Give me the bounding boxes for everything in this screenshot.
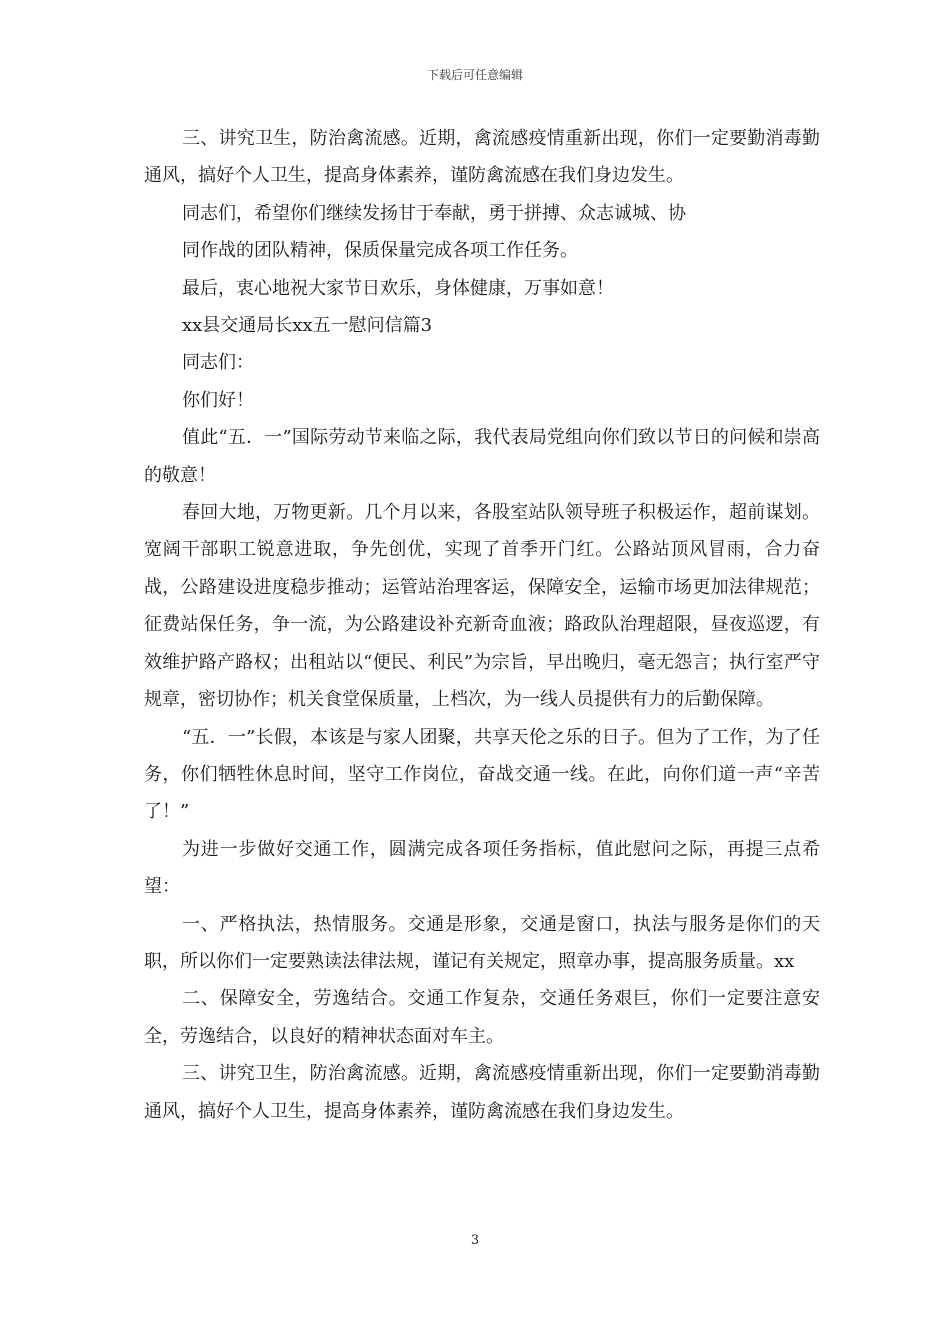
paragraph-team-spirit: 同作战的团队精神，保质保量完成各项工作任务。: [182, 240, 578, 262]
paragraph-three-hopes: 为进一步做好交通工作，圆满完成各项任务指标，值此慰问之际，再提三点希望：: [144, 838, 820, 898]
paragraph-closing-wishes: 最后，衷心地祝大家节日欢乐，身体健康，万事如意！: [182, 277, 614, 299]
page-number: 3: [470, 1233, 480, 1248]
paragraph-holiday-greeting: 值此“五．一”国际劳动节来临之际，我代表局党组向你们致以节日的问候和崇高的敬意！: [144, 427, 820, 486]
section-title: xx县交通局长xx五一慰问信篇3: [182, 315, 433, 337]
document-body: [144, 120, 820, 1130]
greeting: 你们好！: [182, 389, 254, 411]
page-header-note: 下载后可任意编辑: [426, 68, 523, 82]
paragraph-hope-1: 一、严格执法，热情服务。交通是形象，交通是窗口，执法与服务是你们的天职，所以你们一定要熟读法律法规，谨记有关规定，照章办事，提高服务质量。xx: [144, 913, 820, 972]
paragraph-holiday-work: “五．一”长假，本该是与家人团聚，共享天伦之乐的日子。但为了工作，为了任务，你们牺牲休息时间，坚守工作岗位，奋战交通一线。在此，向你们道一声“辛苦了！”: [144, 726, 820, 823]
paragraph-comrades-hope: 同志们，希望你们继续发扬甘于奉献，勇于拼搏、众志诚城、协: [182, 202, 686, 224]
salutation: 同志们：: [182, 352, 254, 374]
paragraph-hope-3: 三、讲究卫生，防治禽流感。近期，禽流感疫情重新出现，你们一定要勤消毒勤通风，搞好个人卫生，提高身体素养，谨防禽流感在我们身边发生。: [144, 1063, 820, 1122]
paragraph-hope-2: 二、保障安全，劳逸结合。交通工作复杂，交通任务艰巨，你们一定要注意安全，劳逸结合，以良好的精神状态面对车主。: [144, 988, 820, 1047]
paragraph-achievements: 春回大地，万物更新。几个月以来，各股室站队领导班子积极运作，超前谋划。宽阔干部职工锐意进取，争先创优，实现了首季开门红。公路站顶风冒雨，合力奋战，公路建设进度稳步推动；运管站治理客运，保障安全，运输市场更加法律规范；征费站保任务，争一流，为公路建设补充新奇血液；路政队治理超限，昼夜巡逻，有效维护路产路权；出租站以“便民、利民”为宗旨，早出晚归，毫无怨言；执行室严守规章，密切协作；机关食堂保质量，上档次，为一线人员提供有力的后勤保障。: [144, 502, 820, 711]
paragraph-hygiene-1: 三、讲究卫生，防治禽流感。近期，禽流感疫情重新出现，你们一定要勤消毒勤通风，搞好个人卫生，提高身体素养，谨防禽流感在我们身边发生。: [144, 128, 820, 187]
